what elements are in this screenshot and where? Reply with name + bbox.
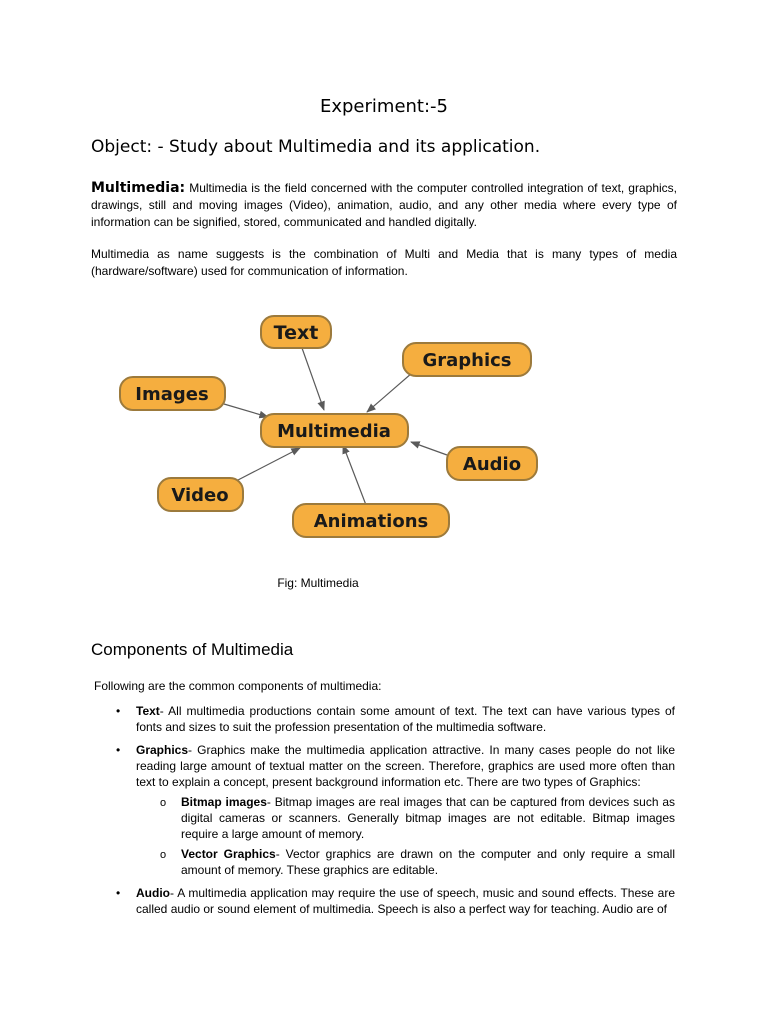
arrow-animations — [343, 445, 366, 505]
term-audio: Audio — [136, 886, 170, 900]
desc-audio: - A multimedia application may require the use of speech, music and sound effects. These are called audio or sound element of multimedia. Speech is also a perfect way for teaching. Audio are of — [136, 886, 675, 916]
node-animations — [293, 504, 449, 537]
components-intro: Following are the common components of multimedia: — [94, 679, 382, 693]
node-text — [261, 316, 331, 348]
node-animations-label: Animations — [313, 511, 429, 532]
bullet-icon: • — [116, 704, 121, 718]
node-audio-label: Audio — [462, 454, 522, 475]
desc-text: - All multimedia productions contain some amount of text. The text can have various types of fonts and sizes to suit the profession presentation of the multimedia software. — [136, 704, 675, 734]
desc-bitmap: - Bitmap images are real images that can be captured from devices such as digital cameras or scanners. Generally bitmap images are not editable. Bitmap images require a large amount of memory. — [181, 795, 676, 841]
figure-caption: Fig: Multimedia — [277, 576, 359, 590]
arrow-text — [302, 348, 324, 410]
bullet-icon: • — [116, 886, 121, 900]
list-item-audio — [136, 885, 675, 917]
experiment-title: Experiment:-5 — [319, 96, 448, 117]
term-vector: Vector Graphics — [181, 847, 276, 861]
list-item-bitmap — [181, 794, 675, 842]
node-multimedia — [261, 414, 408, 447]
node-text-label: Text — [273, 322, 319, 344]
node-multimedia-label: Multimedia — [277, 421, 391, 442]
term-text: Text — [136, 704, 160, 718]
node-video — [158, 478, 243, 511]
intro-paragraph — [91, 180, 677, 231]
components-heading: Components of Multimedia — [91, 640, 294, 659]
term-graphics: Graphics — [136, 743, 189, 757]
intro-text: Multimedia is the field concerned with the computer controlled integration of text, graphics, drawings, still and moving images (Video), animation, audio, and any other media where every type of information can be signified, stored, communicated and handled digitally. — [91, 181, 677, 229]
sub-bullet-icon: o — [160, 797, 167, 809]
bullet-icon: • — [116, 743, 121, 757]
node-images-label: Images — [135, 384, 209, 405]
object-line: Object: - Study about Multimedia and its application. — [91, 137, 541, 157]
node-video-label: Video — [171, 485, 229, 506]
arrow-video — [238, 448, 300, 480]
term-bitmap: Bitmap images — [181, 795, 267, 809]
arrow-graphics — [367, 373, 412, 412]
node-graphics — [403, 343, 531, 376]
desc-graphics: - Graphics make the multimedia application attractive. In many cases people do not like reading large amount of textual matter on the screen. Therefore, graphics are used more often than text to explain a concept, present background information etc. There are two types of Graphics: — [136, 743, 675, 789]
arrow-audio — [411, 442, 447, 455]
node-graphics-label: Graphics — [422, 350, 512, 371]
list-item-graphics — [136, 742, 675, 790]
intro-lead: Multimedia: — [91, 180, 186, 196]
intro-paragraph-2: Multimedia as name suggests is the combination of Multi and Media that is many types of media (hardware/software) used for communication of information. — [91, 247, 677, 278]
node-images — [120, 377, 225, 410]
list-item-vector — [181, 846, 675, 878]
arrow-images — [224, 404, 268, 417]
multimedia-diagram — [0, 300, 768, 560]
sub-bullet-icon: o — [160, 849, 167, 861]
node-audio — [447, 447, 537, 480]
desc-vector: - Vector graphics are drawn on the computer and only require a small amount of memory. These graphics are editable. — [181, 847, 675, 877]
list-item-text — [136, 703, 675, 735]
